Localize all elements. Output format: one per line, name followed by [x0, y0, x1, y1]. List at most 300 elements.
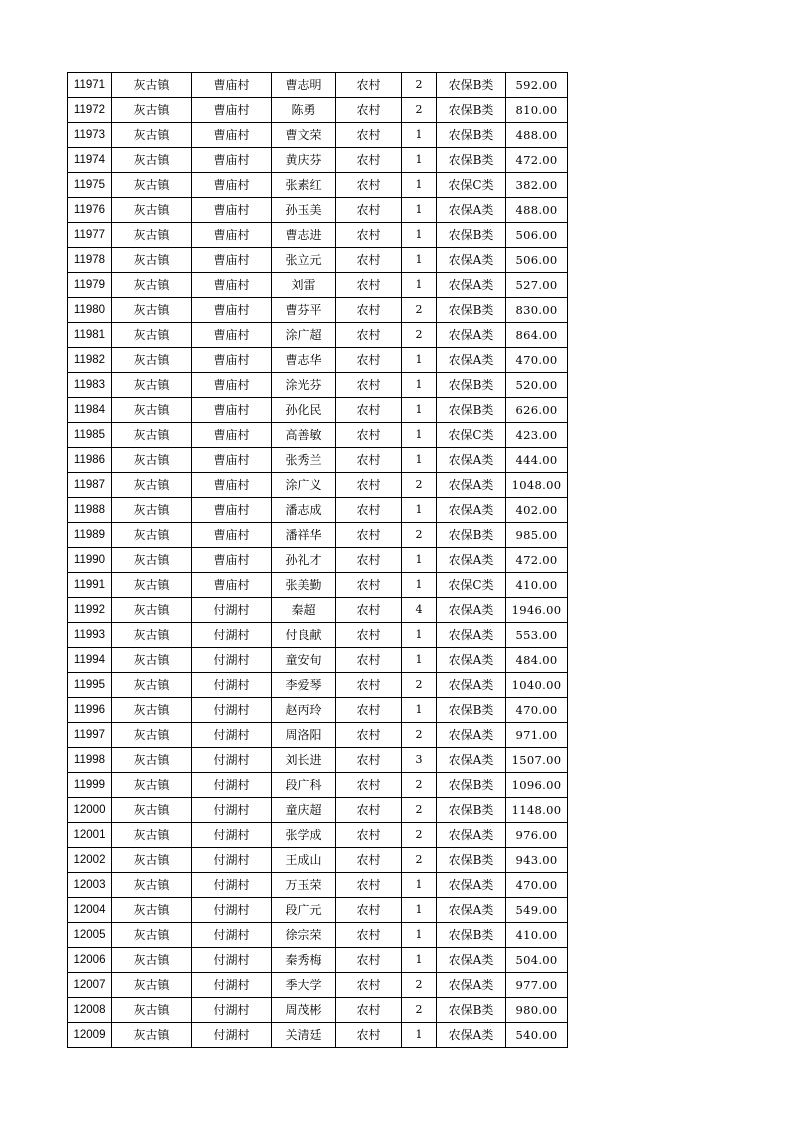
town-cell: 灰古镇	[112, 798, 192, 823]
insurance-category-cell: 农保A类	[437, 823, 506, 848]
table-row	[68, 723, 568, 748]
person-name-cell: 曹芬平	[272, 298, 336, 323]
village-cell: 付湖村	[192, 823, 272, 848]
table-row	[68, 348, 568, 373]
member-count-cell: 1	[402, 373, 437, 398]
insurance-category-cell: 农保A类	[437, 623, 506, 648]
person-name-cell: 赵丙玲	[272, 698, 336, 723]
record-id-cell: 11975	[68, 173, 112, 198]
amount-cell: 1096.00	[506, 773, 568, 798]
person-name-cell: 涂广义	[272, 473, 336, 498]
person-name-cell: 曹志明	[272, 73, 336, 98]
table-row	[68, 848, 568, 873]
village-cell: 曹庙村	[192, 448, 272, 473]
record-id-cell: 11996	[68, 698, 112, 723]
member-count-cell: 1	[402, 273, 437, 298]
amount-cell: 980.00	[506, 998, 568, 1023]
village-cell: 曹庙村	[192, 98, 272, 123]
insurance-category-cell: 农保A类	[437, 673, 506, 698]
town-cell: 灰古镇	[112, 323, 192, 348]
village-cell: 付湖村	[192, 923, 272, 948]
amount-cell: 470.00	[506, 873, 568, 898]
town-cell: 灰古镇	[112, 198, 192, 223]
person-name-cell: 童庆超	[272, 798, 336, 823]
amount-cell: 470.00	[506, 348, 568, 373]
household-type-cell: 农村	[336, 423, 402, 448]
village-cell: 曹庙村	[192, 148, 272, 173]
member-count-cell: 1	[402, 448, 437, 473]
table-row	[68, 248, 568, 273]
town-cell: 灰古镇	[112, 823, 192, 848]
member-count-cell: 2	[402, 773, 437, 798]
village-cell: 付湖村	[192, 1023, 272, 1048]
table-row	[68, 498, 568, 523]
insurance-category-cell: 农保A类	[437, 948, 506, 973]
member-count-cell: 1	[402, 648, 437, 673]
roster-body	[68, 73, 568, 1048]
village-cell: 曹庙村	[192, 123, 272, 148]
village-cell: 付湖村	[192, 898, 272, 923]
member-count-cell: 2	[402, 473, 437, 498]
insurance-category-cell: 农保B类	[437, 998, 506, 1023]
member-count-cell: 1	[402, 898, 437, 923]
insurance-category-cell: 农保A类	[437, 1023, 506, 1048]
town-cell: 灰古镇	[112, 673, 192, 698]
town-cell: 灰古镇	[112, 423, 192, 448]
household-type-cell: 农村	[336, 398, 402, 423]
person-name-cell: 涂广超	[272, 323, 336, 348]
town-cell: 灰古镇	[112, 848, 192, 873]
village-cell: 曹庙村	[192, 323, 272, 348]
household-type-cell: 农村	[336, 973, 402, 998]
household-type-cell: 农村	[336, 73, 402, 98]
household-type-cell: 农村	[336, 898, 402, 923]
person-name-cell: 秦秀梅	[272, 948, 336, 973]
insurance-category-cell: 农保B类	[437, 298, 506, 323]
table-row	[68, 523, 568, 548]
person-name-cell: 季大学	[272, 973, 336, 998]
insurance-category-cell: 农保A类	[437, 648, 506, 673]
person-name-cell: 潘志成	[272, 498, 336, 523]
amount-cell: 943.00	[506, 848, 568, 873]
record-id-cell: 11987	[68, 473, 112, 498]
member-count-cell: 1	[402, 423, 437, 448]
record-id-cell: 12008	[68, 998, 112, 1023]
insurance-category-cell: 农保B类	[437, 523, 506, 548]
amount-cell: 977.00	[506, 973, 568, 998]
village-cell: 曹庙村	[192, 573, 272, 598]
household-type-cell: 农村	[336, 498, 402, 523]
insurance-category-cell: 农保B类	[437, 698, 506, 723]
village-cell: 曹庙村	[192, 398, 272, 423]
insurance-category-cell: 农保B类	[437, 373, 506, 398]
amount-cell: 484.00	[506, 648, 568, 673]
household-type-cell: 农村	[336, 473, 402, 498]
table-row	[68, 798, 568, 823]
record-id-cell: 11994	[68, 648, 112, 673]
insurance-category-cell: 农保A类	[437, 348, 506, 373]
household-type-cell: 农村	[336, 548, 402, 573]
household-type-cell: 农村	[336, 223, 402, 248]
village-cell: 付湖村	[192, 848, 272, 873]
record-id-cell: 11981	[68, 323, 112, 348]
member-count-cell: 2	[402, 823, 437, 848]
person-name-cell: 段广元	[272, 898, 336, 923]
town-cell: 灰古镇	[112, 773, 192, 798]
member-count-cell: 1	[402, 148, 437, 173]
record-id-cell: 11993	[68, 623, 112, 648]
town-cell: 灰古镇	[112, 573, 192, 598]
household-type-cell: 农村	[336, 298, 402, 323]
town-cell: 灰古镇	[112, 998, 192, 1023]
household-type-cell: 农村	[336, 848, 402, 873]
record-id-cell: 12001	[68, 823, 112, 848]
village-cell: 曹庙村	[192, 473, 272, 498]
table-row	[68, 448, 568, 473]
record-id-cell: 11986	[68, 448, 112, 473]
insurance-category-cell: 农保B类	[437, 123, 506, 148]
amount-cell: 488.00	[506, 123, 568, 148]
person-name-cell: 黄庆芬	[272, 148, 336, 173]
table-row	[68, 273, 568, 298]
table-row	[68, 598, 568, 623]
amount-cell: 472.00	[506, 548, 568, 573]
town-cell: 灰古镇	[112, 298, 192, 323]
member-count-cell: 1	[402, 398, 437, 423]
table-row	[68, 623, 568, 648]
member-count-cell: 3	[402, 748, 437, 773]
household-type-cell: 农村	[336, 198, 402, 223]
person-name-cell: 孙玉美	[272, 198, 336, 223]
record-id-cell: 11972	[68, 98, 112, 123]
member-count-cell: 1	[402, 923, 437, 948]
table-row	[68, 898, 568, 923]
town-cell: 灰古镇	[112, 248, 192, 273]
table-row	[68, 973, 568, 998]
member-count-cell: 1	[402, 198, 437, 223]
record-id-cell: 11974	[68, 148, 112, 173]
person-name-cell: 孙礼才	[272, 548, 336, 573]
town-cell: 灰古镇	[112, 398, 192, 423]
person-name-cell: 李爱琴	[272, 673, 336, 698]
table-row	[68, 98, 568, 123]
village-cell: 曹庙村	[192, 498, 272, 523]
member-count-cell: 2	[402, 723, 437, 748]
member-count-cell: 2	[402, 98, 437, 123]
household-type-cell: 农村	[336, 798, 402, 823]
record-id-cell: 11985	[68, 423, 112, 448]
household-type-cell: 农村	[336, 998, 402, 1023]
person-name-cell: 张美勤	[272, 573, 336, 598]
insurance-category-cell: 农保A类	[437, 723, 506, 748]
village-cell: 曹庙村	[192, 73, 272, 98]
person-name-cell: 孙化民	[272, 398, 336, 423]
person-name-cell: 周茂彬	[272, 998, 336, 1023]
person-name-cell: 段广科	[272, 773, 336, 798]
household-type-cell: 农村	[336, 598, 402, 623]
village-cell: 曹庙村	[192, 373, 272, 398]
town-cell: 灰古镇	[112, 623, 192, 648]
member-count-cell: 2	[402, 973, 437, 998]
household-type-cell: 农村	[336, 248, 402, 273]
table-row	[68, 998, 568, 1023]
amount-cell: 810.00	[506, 98, 568, 123]
insurance-category-cell: 农保A类	[437, 448, 506, 473]
insurance-category-cell: 农保B类	[437, 223, 506, 248]
roster-table	[67, 72, 568, 1048]
member-count-cell: 2	[402, 673, 437, 698]
table-row	[68, 923, 568, 948]
member-count-cell: 1	[402, 498, 437, 523]
record-id-cell: 12003	[68, 873, 112, 898]
insurance-category-cell: 农保A类	[437, 473, 506, 498]
town-cell: 灰古镇	[112, 123, 192, 148]
amount-cell: 985.00	[506, 523, 568, 548]
person-name-cell: 王成山	[272, 848, 336, 873]
household-type-cell: 农村	[336, 773, 402, 798]
town-cell: 灰古镇	[112, 523, 192, 548]
town-cell: 灰古镇	[112, 648, 192, 673]
member-count-cell: 1	[402, 573, 437, 598]
village-cell: 付湖村	[192, 773, 272, 798]
person-name-cell: 潘祥华	[272, 523, 336, 548]
town-cell: 灰古镇	[112, 898, 192, 923]
household-type-cell: 农村	[336, 173, 402, 198]
table-row	[68, 223, 568, 248]
person-name-cell: 涂光芬	[272, 373, 336, 398]
household-type-cell: 农村	[336, 1023, 402, 1048]
amount-cell: 410.00	[506, 573, 568, 598]
record-id-cell: 11978	[68, 248, 112, 273]
record-id-cell: 12000	[68, 798, 112, 823]
record-id-cell: 11977	[68, 223, 112, 248]
town-cell: 灰古镇	[112, 373, 192, 398]
table-row	[68, 1023, 568, 1048]
village-cell: 曹庙村	[192, 198, 272, 223]
table-row	[68, 373, 568, 398]
household-type-cell: 农村	[336, 348, 402, 373]
amount-cell: 472.00	[506, 148, 568, 173]
record-id-cell: 11995	[68, 673, 112, 698]
household-type-cell: 农村	[336, 673, 402, 698]
member-count-cell: 2	[402, 523, 437, 548]
household-type-cell: 农村	[336, 98, 402, 123]
town-cell: 灰古镇	[112, 973, 192, 998]
amount-cell: 626.00	[506, 398, 568, 423]
member-count-cell: 2	[402, 798, 437, 823]
person-name-cell: 陈勇	[272, 98, 336, 123]
record-id-cell: 12007	[68, 973, 112, 998]
table-row	[68, 673, 568, 698]
household-type-cell: 农村	[336, 823, 402, 848]
person-name-cell: 高善敏	[272, 423, 336, 448]
household-type-cell: 农村	[336, 573, 402, 598]
household-type-cell: 农村	[336, 698, 402, 723]
table-row	[68, 298, 568, 323]
village-cell: 曹庙村	[192, 523, 272, 548]
town-cell: 灰古镇	[112, 923, 192, 948]
village-cell: 付湖村	[192, 623, 272, 648]
amount-cell: 976.00	[506, 823, 568, 848]
record-id-cell: 11988	[68, 498, 112, 523]
town-cell: 灰古镇	[112, 73, 192, 98]
household-type-cell: 农村	[336, 523, 402, 548]
amount-cell: 470.00	[506, 698, 568, 723]
record-id-cell: 11982	[68, 348, 112, 373]
record-id-cell: 12009	[68, 1023, 112, 1048]
table-row	[68, 423, 568, 448]
village-cell: 付湖村	[192, 798, 272, 823]
village-cell: 付湖村	[192, 723, 272, 748]
table-row	[68, 948, 568, 973]
town-cell: 灰古镇	[112, 173, 192, 198]
town-cell: 灰古镇	[112, 348, 192, 373]
table-row	[68, 473, 568, 498]
village-cell: 付湖村	[192, 648, 272, 673]
roster-sheet	[67, 72, 568, 1048]
amount-cell: 864.00	[506, 323, 568, 348]
table-row	[68, 748, 568, 773]
record-id-cell: 11999	[68, 773, 112, 798]
household-type-cell: 农村	[336, 923, 402, 948]
amount-cell: 830.00	[506, 298, 568, 323]
amount-cell: 549.00	[506, 898, 568, 923]
record-id-cell: 11971	[68, 73, 112, 98]
household-type-cell: 农村	[336, 623, 402, 648]
amount-cell: 527.00	[506, 273, 568, 298]
person-name-cell: 秦超	[272, 598, 336, 623]
member-count-cell: 2	[402, 848, 437, 873]
record-id-cell: 11998	[68, 748, 112, 773]
record-id-cell: 11973	[68, 123, 112, 148]
household-type-cell: 农村	[336, 648, 402, 673]
village-cell: 付湖村	[192, 673, 272, 698]
table-row	[68, 323, 568, 348]
village-cell: 曹庙村	[192, 423, 272, 448]
village-cell: 曹庙村	[192, 548, 272, 573]
insurance-category-cell: 农保A类	[437, 748, 506, 773]
member-count-cell: 1	[402, 1023, 437, 1048]
table-row	[68, 873, 568, 898]
person-name-cell: 付良献	[272, 623, 336, 648]
household-type-cell: 农村	[336, 948, 402, 973]
table-row	[68, 548, 568, 573]
table-row	[68, 698, 568, 723]
town-cell: 灰古镇	[112, 948, 192, 973]
insurance-category-cell: 农保A类	[437, 323, 506, 348]
insurance-category-cell: 农保C类	[437, 173, 506, 198]
member-count-cell: 1	[402, 873, 437, 898]
village-cell: 付湖村	[192, 973, 272, 998]
town-cell: 灰古镇	[112, 748, 192, 773]
insurance-category-cell: 农保B类	[437, 848, 506, 873]
village-cell: 曹庙村	[192, 298, 272, 323]
town-cell: 灰古镇	[112, 548, 192, 573]
person-name-cell: 童安旬	[272, 648, 336, 673]
household-type-cell: 农村	[336, 748, 402, 773]
amount-cell: 1946.00	[506, 598, 568, 623]
town-cell: 灰古镇	[112, 498, 192, 523]
member-count-cell: 1	[402, 123, 437, 148]
member-count-cell: 2	[402, 73, 437, 98]
village-cell: 曹庙村	[192, 273, 272, 298]
member-count-cell: 4	[402, 598, 437, 623]
insurance-category-cell: 农保A类	[437, 548, 506, 573]
insurance-category-cell: 农保A类	[437, 198, 506, 223]
member-count-cell: 2	[402, 298, 437, 323]
person-name-cell: 张素红	[272, 173, 336, 198]
village-cell: 付湖村	[192, 998, 272, 1023]
village-cell: 付湖村	[192, 873, 272, 898]
insurance-category-cell: 农保A类	[437, 873, 506, 898]
amount-cell: 553.00	[506, 623, 568, 648]
insurance-category-cell: 农保A类	[437, 598, 506, 623]
amount-cell: 382.00	[506, 173, 568, 198]
table-row	[68, 73, 568, 98]
amount-cell: 520.00	[506, 373, 568, 398]
amount-cell: 971.00	[506, 723, 568, 748]
member-count-cell: 1	[402, 948, 437, 973]
amount-cell: 410.00	[506, 923, 568, 948]
insurance-category-cell: 农保A类	[437, 973, 506, 998]
insurance-category-cell: 农保A类	[437, 248, 506, 273]
record-id-cell: 12002	[68, 848, 112, 873]
amount-cell: 1148.00	[506, 798, 568, 823]
town-cell: 灰古镇	[112, 98, 192, 123]
record-id-cell: 11991	[68, 573, 112, 598]
person-name-cell: 刘雷	[272, 273, 336, 298]
person-name-cell: 周洛阳	[272, 723, 336, 748]
town-cell: 灰古镇	[112, 1023, 192, 1048]
member-count-cell: 1	[402, 223, 437, 248]
record-id-cell: 12004	[68, 898, 112, 923]
record-id-cell: 11979	[68, 273, 112, 298]
person-name-cell: 曹文荣	[272, 123, 336, 148]
table-row	[68, 148, 568, 173]
record-id-cell: 11984	[68, 398, 112, 423]
person-name-cell: 张秀兰	[272, 448, 336, 473]
amount-cell: 504.00	[506, 948, 568, 973]
town-cell: 灰古镇	[112, 148, 192, 173]
village-cell: 曹庙村	[192, 173, 272, 198]
record-id-cell: 11983	[68, 373, 112, 398]
town-cell: 灰古镇	[112, 223, 192, 248]
town-cell: 灰古镇	[112, 723, 192, 748]
record-id-cell: 11976	[68, 198, 112, 223]
amount-cell: 1507.00	[506, 748, 568, 773]
person-name-cell: 张立元	[272, 248, 336, 273]
amount-cell: 540.00	[506, 1023, 568, 1048]
table-row	[68, 823, 568, 848]
table-row	[68, 198, 568, 223]
amount-cell: 488.00	[506, 198, 568, 223]
household-type-cell: 农村	[336, 148, 402, 173]
town-cell: 灰古镇	[112, 698, 192, 723]
record-id-cell: 12006	[68, 948, 112, 973]
amount-cell: 1048.00	[506, 473, 568, 498]
member-count-cell: 2	[402, 998, 437, 1023]
record-id-cell: 11980	[68, 298, 112, 323]
insurance-category-cell: 农保A类	[437, 498, 506, 523]
household-type-cell: 农村	[336, 873, 402, 898]
person-name-cell: 曹志进	[272, 223, 336, 248]
household-type-cell: 农村	[336, 373, 402, 398]
village-cell: 付湖村	[192, 598, 272, 623]
member-count-cell: 1	[402, 623, 437, 648]
person-name-cell: 刘长进	[272, 748, 336, 773]
amount-cell: 402.00	[506, 498, 568, 523]
person-name-cell: 关清廷	[272, 1023, 336, 1048]
